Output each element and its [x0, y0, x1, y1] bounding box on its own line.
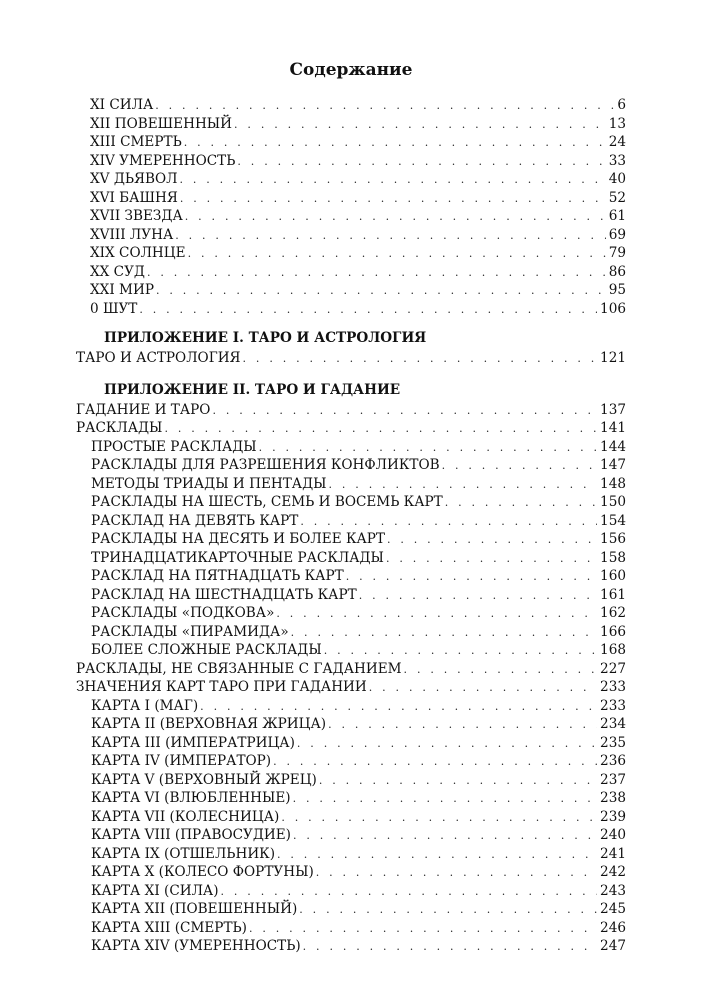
toc-entry-label: БОЛЕЕ СЛОЖНЫЕ РАСКЛАДЫ	[91, 642, 322, 658]
toc-entry-label: КАРТА V (ВЕРХОВНЫЙ ЖРЕЦ)	[91, 771, 317, 788]
dot-leader	[179, 171, 605, 190]
toc-entry-page: 147	[600, 457, 626, 473]
toc-entry-page: 158	[600, 549, 626, 566]
toc-entry-label: XX СУД	[90, 263, 145, 280]
toc-entry-label: МЕТОДЫ ТРИАДЫ И ПЕНТАДЫ	[91, 475, 327, 492]
toc-entry-page: 33	[608, 152, 626, 169]
dot-leader	[299, 901, 597, 920]
toc-entry-page: 150	[600, 494, 626, 510]
toc-entry[interactable]	[0, 530, 626, 549]
toc-entry-page: 245	[600, 901, 626, 917]
toc-entry-label: КАРТА I (МАГ)	[91, 697, 199, 714]
toc-entry[interactable]	[0, 623, 626, 642]
toc-entry-page: 168	[600, 642, 626, 658]
toc-entry-page: 144	[600, 438, 626, 455]
toc-entry[interactable]	[0, 826, 626, 845]
toc-entry[interactable]	[0, 863, 626, 882]
toc-entry[interactable]	[0, 349, 626, 368]
toc-entry-label: КАРТА XI (СИЛА)	[91, 882, 219, 899]
toc-entry[interactable]	[0, 401, 626, 420]
toc-entry-page: 233	[600, 679, 626, 695]
dot-leader	[185, 208, 606, 227]
dot-leader	[445, 494, 597, 513]
toc-entry-page: 148	[600, 475, 626, 492]
toc-entry-page: 166	[600, 623, 626, 640]
toc-entry-page: 141	[600, 420, 626, 436]
toc-entry-label: КАРТА IX (ОТШЕЛЬНИК)	[91, 845, 276, 862]
toc-entry-label: КАРТА VI (ВЛЮБЛЕННЫЕ)	[91, 790, 291, 806]
toc-entry-label: XV ДЬЯВОЛ	[90, 171, 178, 187]
toc-entry-page: 13	[608, 115, 626, 132]
dot-leader	[324, 642, 597, 661]
toc-entry[interactable]	[0, 207, 626, 226]
toc-entry-label: КАРТА II (ВЕРХОВНАЯ ЖРИЦА)	[91, 716, 327, 732]
toc-entry-page: 246	[600, 919, 626, 936]
dot-leader	[387, 531, 597, 550]
dot-leader	[276, 605, 597, 624]
toc-entry-page: 227	[600, 660, 626, 677]
toc-entry[interactable]	[0, 771, 626, 790]
toc-entry-page: 235	[600, 734, 626, 751]
toc-entry[interactable]	[0, 845, 626, 864]
toc-entry-page: 237	[600, 771, 626, 788]
toc-entry[interactable]	[0, 438, 626, 457]
toc-entry-label: 0 ШУТ	[90, 300, 138, 317]
toc-entry-label: XIII СМЕРТЬ	[90, 134, 182, 150]
dot-leader	[359, 587, 597, 606]
toc-entry-label: КАРТА IV (ИМПЕРАТОР)	[91, 753, 272, 769]
toc-entry-label: КАРТА XIII (СМЕРТЬ)	[91, 919, 247, 936]
toc-entry[interactable]	[0, 715, 626, 734]
toc-entry-label: РАСКЛАД НА ПЯТНАДЦАТЬ КАРТ	[91, 568, 344, 584]
toc-entry-page: 234	[600, 716, 626, 732]
toc-entry-page: 86	[608, 263, 626, 280]
toc-entry[interactable]	[0, 96, 626, 115]
toc-entry-page: 137	[600, 401, 626, 418]
toc-entry-page: 95	[608, 282, 626, 298]
toc-entry-label: XI СИЛА	[90, 97, 154, 113]
toc-entry-label: РАСКЛАДЫ, НЕ СВЯЗАННЫЕ С ГАДАНИЕМ	[76, 660, 402, 677]
toc-entry[interactable]	[0, 586, 626, 605]
toc-entry-label: КАРТА VIII (ПРАВОСУДИЕ)	[91, 827, 291, 843]
toc-entry[interactable]	[0, 170, 626, 189]
toc-entry-label: XVII ЗВЕЗДА	[90, 208, 183, 224]
dot-leader	[212, 402, 597, 421]
toc-entry[interactable]	[0, 604, 626, 623]
dot-leader	[139, 301, 597, 320]
toc-entry-page: 160	[600, 568, 626, 584]
toc-entry[interactable]	[0, 882, 626, 901]
toc-entry-page: 240	[600, 827, 626, 843]
dot-leader	[442, 457, 597, 476]
toc-entry[interactable]	[0, 697, 626, 716]
toc-entry[interactable]	[0, 752, 626, 771]
toc-entry-page: 52	[608, 189, 626, 206]
dot-leader	[369, 679, 597, 698]
dot-leader	[164, 420, 597, 439]
toc-entry-page: 233	[600, 697, 626, 714]
dot-leader	[328, 716, 597, 735]
dot-leader	[277, 846, 597, 865]
toc-block-appendix-1	[0, 349, 702, 368]
toc-entry-page: 243	[600, 882, 626, 899]
dot-leader	[281, 809, 597, 828]
dot-leader	[249, 920, 597, 939]
toc-entry[interactable]	[0, 281, 626, 300]
appendix-heading: ПРИЛОЖЕНИЕ I. ТАРО И АСТРОЛОГИЯ	[104, 330, 427, 346]
toc-entry[interactable]	[0, 263, 626, 282]
toc-entry-label: ТАРО И АСТРОЛОГИЯ	[76, 350, 241, 366]
dot-leader	[303, 938, 597, 957]
toc-entry-page: 40	[608, 171, 626, 187]
dot-leader	[259, 439, 597, 458]
toc-entry-label: ПРОСТЫЕ РАСКЛАДЫ	[91, 438, 257, 455]
toc-entry[interactable]	[0, 678, 626, 697]
appendix-heading: ПРИЛОЖЕНИЕ II. ТАРО И ГАДАНИЕ	[104, 381, 401, 398]
toc-entry-label: XIV УМЕРЕННОСТЬ	[90, 152, 236, 169]
toc-entry-label: РАСКЛАД НА ДЕВЯТЬ КАРТ	[91, 512, 299, 529]
toc-entry[interactable]	[0, 300, 626, 319]
toc-entry-label: ГАДАНИЕ И ТАРО	[76, 401, 211, 418]
toc-entry-page: 242	[600, 864, 626, 880]
toc-entry[interactable]	[0, 789, 626, 808]
toc-entry[interactable]	[0, 456, 626, 475]
toc-entry[interactable]	[0, 419, 626, 438]
dot-leader	[291, 624, 597, 643]
toc-entry[interactable]	[0, 512, 626, 531]
toc-entry[interactable]	[0, 937, 626, 956]
toc-entry-label: РАСКЛАДЫ	[76, 420, 163, 436]
dot-leader	[297, 735, 597, 754]
toc-entry-label: КАРТА VII (КОЛЕСНИЦА)	[91, 808, 280, 825]
toc-entry-page: 162	[600, 605, 626, 621]
dot-leader	[316, 864, 597, 883]
toc-entry-page: 121	[600, 350, 626, 366]
toc-entry-page: 239	[600, 808, 626, 825]
toc-entry-label: ТРИНАДЦАТИКАРТОЧНЫЕ РАСКЛАДЫ	[91, 549, 384, 566]
dot-leader	[188, 245, 606, 264]
dot-leader	[237, 153, 605, 172]
toc-entry-page: 241	[600, 845, 626, 862]
toc-entry-label: КАРТА XIV (УМЕРЕННОСТЬ)	[91, 938, 301, 954]
page-title: Содержание	[289, 60, 413, 80]
dot-leader	[147, 264, 606, 283]
toc-entry-label: КАРТА III (ИМПЕРАТРИЦА)	[91, 734, 295, 751]
dot-leader	[273, 753, 597, 772]
toc-entry-page: 6	[617, 97, 626, 113]
toc-entry-label: XXI МИР	[90, 282, 154, 298]
toc-entry-label: РАСКЛАДЫ ДЛЯ РАЗРЕШЕНИЯ КОНФЛИКТОВ	[91, 457, 440, 473]
table-of-contents	[0, 96, 702, 956]
dot-leader	[180, 190, 606, 209]
toc-entry[interactable]	[0, 133, 626, 152]
toc-entry-label: XVIII ЛУНА	[90, 226, 174, 243]
dot-leader	[293, 827, 597, 846]
toc-entry[interactable]	[0, 189, 626, 208]
toc-entry-page: 24	[608, 134, 626, 150]
toc-block-appendix-2	[0, 401, 702, 956]
toc-entry[interactable]	[0, 493, 626, 512]
dot-leader	[156, 282, 606, 301]
dot-leader	[234, 116, 606, 135]
toc-entry-label: КАРТА X (КОЛЕСО ФОРТУНЫ)	[91, 864, 314, 880]
toc-entry-page: 161	[600, 586, 626, 603]
toc-entry-page: 79	[608, 245, 626, 261]
dot-leader	[243, 350, 598, 369]
toc-entry-page: 106	[600, 300, 626, 317]
toc-entry[interactable]	[0, 226, 626, 245]
toc-entry-label: XII ПОВЕШЕННЫЙ	[90, 115, 233, 132]
toc-entry-label: РАСКЛАД НА ШЕСТНАДЦАТЬ КАРТ	[91, 586, 357, 603]
toc-entry-label: РАСКЛАДЫ «ПИРАМИДА»	[91, 623, 289, 640]
toc-entry[interactable]	[0, 919, 626, 938]
toc-block-arcana	[0, 96, 702, 318]
dot-leader	[329, 476, 598, 495]
toc-entry-label: РАСКЛАДЫ НА ШЕСТЬ, СЕМЬ И ВОСЕМЬ КАРТ	[91, 494, 443, 510]
dot-leader	[300, 513, 597, 532]
toc-entry-page: 238	[600, 790, 626, 806]
dot-leader	[221, 883, 598, 902]
toc-entry-page: 156	[600, 531, 626, 547]
toc-entry-label: РАСКЛАДЫ НА ДЕСЯТЬ И БОЛЕЕ КАРТ	[91, 531, 385, 547]
toc-entry[interactable]	[0, 900, 626, 919]
toc-entry[interactable]	[0, 660, 626, 679]
toc-entry-page: 236	[600, 753, 626, 769]
dot-leader	[155, 97, 614, 116]
toc-entry-page: 61	[608, 208, 626, 224]
toc-entry[interactable]	[0, 567, 626, 586]
toc-entry[interactable]	[0, 115, 626, 134]
dot-leader	[319, 772, 597, 791]
dot-leader	[386, 550, 597, 569]
toc-entry[interactable]	[0, 641, 626, 660]
toc-entry[interactable]	[0, 549, 626, 568]
toc-entry-label: ЗНАЧЕНИЯ КАРТ ТАРО ПРИ ГАДАНИИ	[76, 679, 367, 695]
toc-entry[interactable]	[0, 808, 626, 827]
toc-entry[interactable]	[0, 734, 626, 753]
toc-entry[interactable]	[0, 475, 626, 494]
toc-entry-label: XVI БАШНЯ	[90, 189, 178, 206]
toc-entry[interactable]	[0, 244, 626, 263]
dot-leader	[200, 698, 597, 717]
dot-leader	[184, 134, 606, 153]
toc-entry[interactable]	[0, 152, 626, 171]
toc-entry-page: 154	[600, 512, 626, 529]
dot-leader	[346, 568, 597, 587]
toc-entry-page: 247	[600, 938, 626, 954]
dot-leader	[293, 790, 597, 809]
dot-leader	[175, 227, 605, 246]
toc-entry-label: РАСКЛАДЫ «ПОДКОВА»	[91, 605, 275, 621]
toc-entry-label: XIX СОЛНЦЕ	[90, 245, 186, 261]
toc-entry-page: 69	[608, 226, 626, 243]
dot-leader	[404, 661, 598, 680]
toc-entry-label: КАРТА XII (ПОВЕШЕННЫЙ)	[91, 901, 298, 917]
